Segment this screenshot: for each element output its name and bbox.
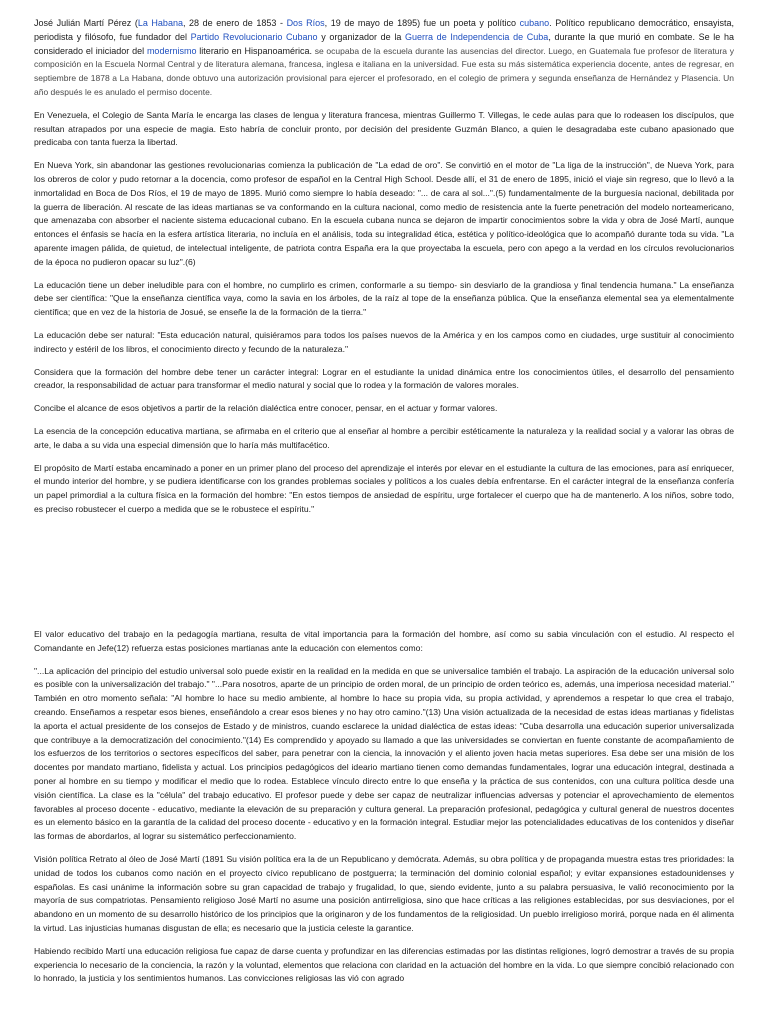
- link-cubano[interactable]: cubano: [519, 18, 550, 28]
- link-modernismo[interactable]: modernismo: [146, 45, 197, 56]
- intro-text-4: . Político republicano democrático, ensayista, periodista y filósofo, fue fundador del: [34, 18, 734, 42]
- paragraph-nueva-york: En Nueva York, sin abandonar las gestiones revolucionarias comienza la publicación de "La edad de oro". Se convirtió en el motor de "La liga de la instrucción", de Nueva York, para los obreros de color y pudo retornar a la docencia, como profesor de español en la Central High School. Desde allí, el 31 de enero de 1895, inició el viaje sin regreso, que lo llevó a la inmortalidad en Boca de Dos Ríos, el 19 de mayo de 1895. Murió como siempre lo había deseado: "... de cara al sol...".(5) fundamentalmente de la burguesía nacional, debilitada por la guerra de liberación. Al rescate de las ideas martianas se va conformando en la cultura nacional, como medio de resistencia ante la fuerte penetración del modelo norteamericano, que amenazaba con absorber el naciente sistema educacional cubano. En la escuela cubana nunca se dejaron de impartir conocimientos sobre la vida y obra de José Martí, aunque entonces el énfasis se hacía en la esfera artística literaria, no incluía en el análisis, toda su integralidad ética, estética y político-ideológica que lo acompañó durante toda su vida. "La aparente imagen pálida, de quietud, de intelectual inteligente, de patriota contra España era la que proyectaba la escuela, pero con apego a la verdad en los círculos revolucionarios de la época no pudieron opacar su luz".(6): [34, 160, 734, 267]
- intro-paragraph: [34, 17, 734, 100]
- intro-text-2: , 28 de enero de 1853 -: [182, 18, 287, 28]
- paragraph-vision-politica: Visión política Retrato al óleo de José Martí (1891 Su visión política era la de un Republicano y demócrata. Además, su obra política y de propaganda muestra estas tres prioridades: la unidad de todos los cubanos como nación en el proyecto cívico republicano de postguerra; la terminación del dominio colonial español; y evitar expansiones estadounidenses y españolas. Es casi unánime la información sobre su gran capacidad de trabajo y frugalidad, lo que, siendo evidente, junto a su palabra persuasiva, le valió reconocimiento por la mayoría de sus compatriotas. Pensamiento religioso José Martí no asume una posición antirreligiosa, sino que hace críticas a las religiones establecidas, por sus desviaciones, por el abandono en un momento de su desarrollo histórico de los principios que la originaron y de los fundamentos de la religiosidad. Un pueblo irreligioso morirá, porque nada en él alimenta la virtud. Las injusticias humanas disgustan de ella; es necesario que la justicia celeste la garantice.: [34, 853, 734, 933]
- paragraph-proposito-marti: El propósito de Martí estaba encaminado a poner en un primer plano del proceso del aprendizaje el interés por elevar en el estudiante la cultura de las emociones, para así enriquecer, el mundo interior del hombre, y se pudiera identificarse con los grandes problemas sociales y políticos a los cuales debía enfrentarse. En el carácter integral de la enseñanza confería un papel primordial a la cultura física en la formación del hombre: "En estos tiempos de ansiedad de espíritu, urge fortalecer el cuerpo que ha de mantenerlo. A los niños, sobre todo, es preciso robustecer el cuerpo a medida que se le robustece el espíritu.": [34, 462, 734, 514]
- paragraph-estudio-universal: "...La aplicación del principio del estudio universal solo puede existir en la realidad en la medida en que se universalice también el trabajo. La aspiración de la educación universal solo es posible con la universalización del trabajo." "...Para nosotros, aparte de un principio de orden moral, de un principio de orden teórico es, además, una imperiosa necesidad material." También en otro momento señala: "Al hombre lo hace su medio ambiente, al hombre lo hace su propia vida, su propia actividad, y aprendemos a respetar lo que crea el trabajo, creando. Enseñamos a respetar esos bienes, enseñándolo a crear esos bienes y no hay otro camino."(13) Una visión actualizada de la necesidad de estas ideas martianas y fidelistas la aporta el actual presidente de los consejos de Estado y de ministros, cuando esclarece la unidad dialéctica de estas ideas: "Cuba desarrolla una educación superior universalizada que contribuye a la democratización del conocimiento."(14) Es comprendido y apoyado su llamado a que las universidades se conviertan en fuente constante de acompañamiento de los esfuerzos de los territorios o sectores específicos del saber, para penetrar con la ciencia, la innovación y el aliento joven hacia metas superiores. Esa debe ser una misión de los docentes por mandato martiano, fidelista y actual. Los principios pedagógicos del ideario martiano tienen como demandas fundamentales, lograr una educación integral, destinada a poner al hombre en su tiempo y modificar el medio que lo rodea. Establece vínculo directo entre lo que enseña y la práctica de sus contenidos, con una cultura política desde una visión científica. La clase es la "célula" del trabajo educativo. El profesor puede y debe ser capaz de neutralizar influencias adversas y potenciar el aprovechamiento de elementos favorables al proceso docente - educativo, mediante la elevación de su preparación y cultura general. La preparación profesional, pedagógica y cultural general de nuestros docentes es un elemento básico en la garantía de la calidad del proceso docente - educativo y en la formación integral. Estudiar mejor las potencialidades educativas de los contenidos y diseñar las formas de abordarlos, al lograr su sistemático perfeccionamiento.: [34, 665, 734, 842]
- paragraph-educacion-natural: La educación debe ser natural: "Esta educación natural, quisiéramos para todos los países nuevos de la América y en los campos como en ciudades, urge sustituir al conocimiento indirecto y estéril de los libros, el conocimiento directo y fecundo de la naturaleza.": [34, 329, 734, 354]
- paragraph-educacion-religiosa: Habiendo recibido Martí una educación religiosa fue capaz de darse cuenta y profundizar en las diferencias estimadas por las distintas religiones, logró demostrar a través de su propia experiencia lo necesario de la conciencia, la razón y la voluntad, elementos que relaciona con claridad en la actuación del hombre en la vida. Lo que siempre concibió relacionado con lo honrado, la justicia y los sentimientos humanos. Las convicciones religiosas las vió con agrado: [34, 945, 734, 984]
- paragraph-deber-educacion: La educación tiene un deber ineludible para con el hombre, no cumplirlo es crimen, conformarle a su tiempo- sin desviarlo de la grandiosa y final tendencia humana." La enseñanza debe ser científica: "Que la enseñanza científica vaya, como la savia en los árboles, de la raíz al tope de la enseñanza pública. Que la enseñanza elemental sea ya elementalmente científica; que en vez de la historia de Josué, se enseñe la de la formación de la tierra.": [34, 279, 734, 318]
- link-dos-rios[interactable]: Dos Ríos: [286, 18, 325, 28]
- paragraph-venezuela: En Venezuela, el Colegio de Santa María le encarga las clases de lengua y literatura francesa, mientras Guillermo T. Villegas, le cede aulas para que lo rodeasen los discípulos, que resultan atrapados por una especie de magia. Esto habría de concluir pronto, por decisión del presidente Guzmán Blanco, a quien le desagradaba este cubano apasionado que predicaba con tanta fuerza la libertad.: [34, 109, 734, 148]
- document-section-bottom: [34, 628, 734, 995]
- paragraph-formacion-integral: Considera que la formación del hombre debe tener un carácter integral: Lograr en el estudiante la unidad dinámica entre los conocimientos útiles, el desarrollo del pensamiento creador, la responsabilidad de actuar para transformar el medio natural y social que lo rodea y la formación de valores morales.: [34, 366, 734, 391]
- paragraph-esencia-martiana: La esencia de la concepción educativa martiana, se afirmaba en el criterio que al enseñar al hombre a percibir estéticamente la naturaleza y la realidad social y a valorar las obras de arte, le daba a su vida una especial dimensión que lo haría más multifacético.: [34, 425, 734, 450]
- intro-text-6: , durante la que murió en combate. Se le ha considerado el iniciador del: [34, 31, 734, 56]
- link-la-habana[interactable]: La Habana: [137, 18, 183, 28]
- document-section-top: [34, 17, 734, 526]
- intro-text-5: y organizador de la: [317, 31, 405, 42]
- intro-text-7: literario en Hispanoamérica.: [196, 45, 313, 56]
- paragraph-valor-educativo-trabajo: El valor educativo del trabajo en la pedagogía martiana, resulta de vital importancia para la formación del hombre, así como su sabia vinculación con el estudio. Al respecto el Comandante en Jefe(12) refuerza estas posiciones martianas ante la educación con elementos como:: [34, 629, 734, 653]
- intro-text-1: José Julián Martí Pérez (: [34, 18, 138, 28]
- document-page: [34, 0, 734, 1024]
- link-partido-revolucionario-cubano[interactable]: Partido Revolucionario Cubano: [190, 31, 318, 42]
- intro-tail-text: se ocupaba de la escuela durante las ausencias del director. Luego, en Guatemala fue profesor de literatura y composición en la Escuela Normal Central y de literatura alemana, francesa, inglesa e italiana en la universidad. Fue esta su más sistemática experiencia docente, antes de regresar, en septiembre de 1878 a La Habana, donde obtuvo una autorización provisional para ejercer el profesorado, en el colegio de primera y segunda enseñanza de Hernández y Plasencia. Un año después le es anulado el permiso docente.: [34, 45, 734, 97]
- paragraph-alcance-objetivos: Concibe el alcance de esos objetivos a partir de la relación dialéctica entre conocer, pensar, en el actuar y formar valores.: [34, 403, 498, 414]
- link-guerra-de-independencia[interactable]: Guerra de Independencia de Cuba: [405, 31, 549, 42]
- intro-text-3: , 19 de mayo de 1895) fue un poeta y político: [324, 18, 520, 28]
